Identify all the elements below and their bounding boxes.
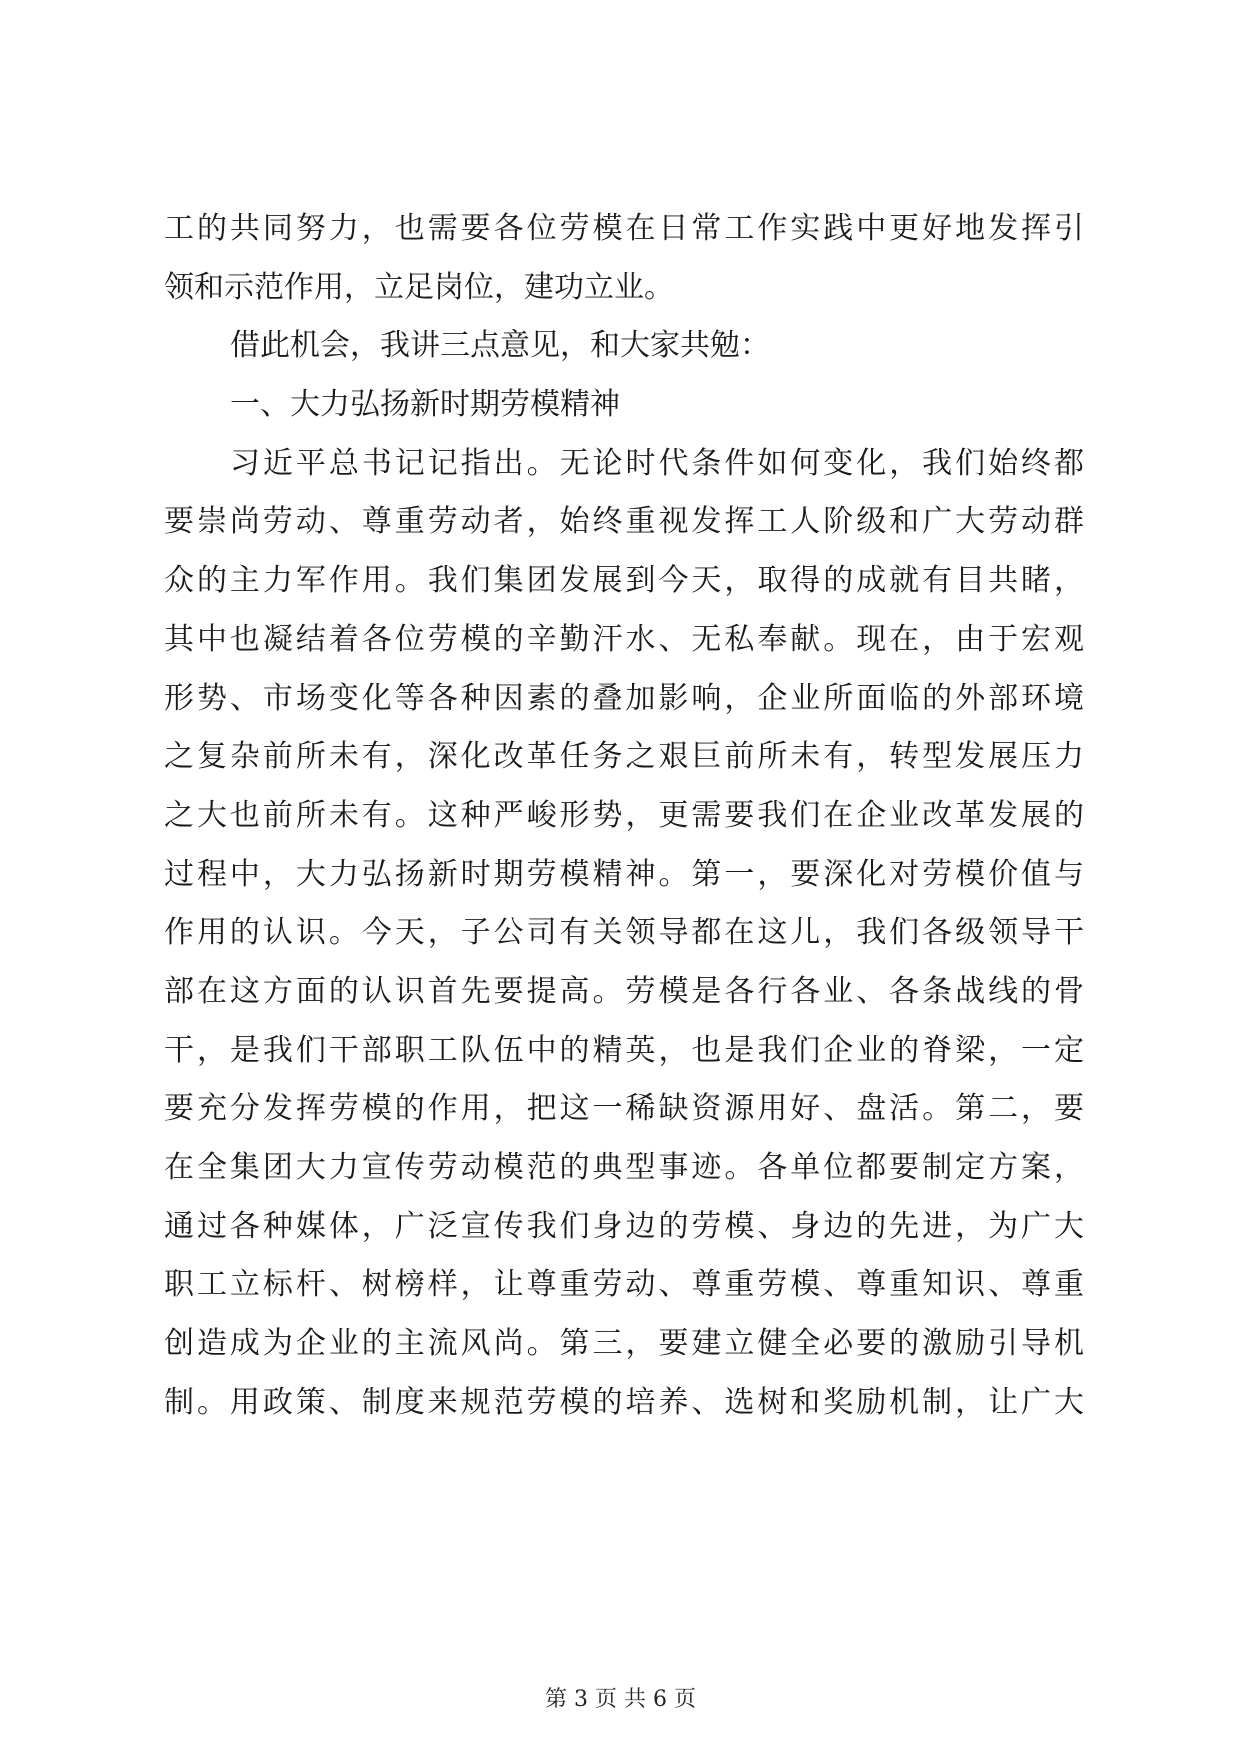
paragraph-line: 借此机会，我讲三点意见，和大家共勉： [230, 328, 770, 364]
text-line: 众的主力军作用。我们集团发展到今天，取得的成就有目共睹， [164, 563, 1084, 599]
text-line: 职工立标杆、树榜样，让尊重劳动、尊重劳模、尊重知识、尊重 [164, 1267, 1084, 1303]
text-line: 在全集团大力宣传劳动模范的典型事迹。各单位都要制定方案， [164, 1150, 1084, 1186]
text-line: 领和示范作用，立足岗位，建功立业。 [164, 269, 674, 305]
text-line: 创造成为企业的主流风尚。第三，要建立健全必要的激励引导机 [164, 1326, 1084, 1362]
text-line: 干，是我们干部职工队伍中的精英，也是我们企业的脊梁，一定 [164, 1032, 1084, 1068]
text-line: 之大也前所未有。这种严峻形势，更需要我们在企业改革发展的 [164, 797, 1084, 833]
text-line: 形势、市场变化等各种因素的叠加影响，企业所面临的外部环境 [164, 680, 1084, 716]
text-line: 之复杂前所未有，深化改革任务之艰巨前所未有，转型发展压力 [164, 739, 1084, 775]
text-line: 通过各种媒体，广泛宣传我们身边的劳模、身边的先进，为广大 [164, 1208, 1084, 1244]
page-number-footer: 第 3 页 共 6 页 [545, 1687, 696, 1712]
text-line: 工的共同努力，也需要各位劳模在日常工作实践中更好地发挥引 [164, 211, 1084, 246]
text-line: 其中也凝结着各位劳模的辛勤汗水、无私奉献。现在，由于宏观 [164, 621, 1084, 657]
text-line: 要充分发挥劳模的作用，把这一稀缺资源用好、盘活。第二，要 [164, 1091, 1084, 1127]
body-text [164, 200, 1084, 1432]
text-line: 制。用政策、制度来规范劳模的培养、选树和奖励机制，让广大 [164, 1384, 1084, 1420]
section-heading: 一、大力弘扬新时期劳模精神 [230, 387, 620, 423]
text-line: 部在这方面的认识首先要提高。劳模是各行各业、各条战线的骨 [164, 973, 1084, 1009]
text-line: 要崇尚劳动、尊重劳动者，始终重视发挥工人阶级和广大劳动群 [164, 504, 1084, 540]
text-line: 作用的认识。今天，子公司有关领导都在这儿，我们各级领导干 [164, 915, 1084, 951]
paragraph-line: 习近平总书记记指出。无论时代条件如何变化，我们始终都 [230, 445, 1084, 481]
text-line: 过程中，大力弘扬新时期劳模精神。第一，要深化对劳模价值与 [164, 856, 1084, 892]
